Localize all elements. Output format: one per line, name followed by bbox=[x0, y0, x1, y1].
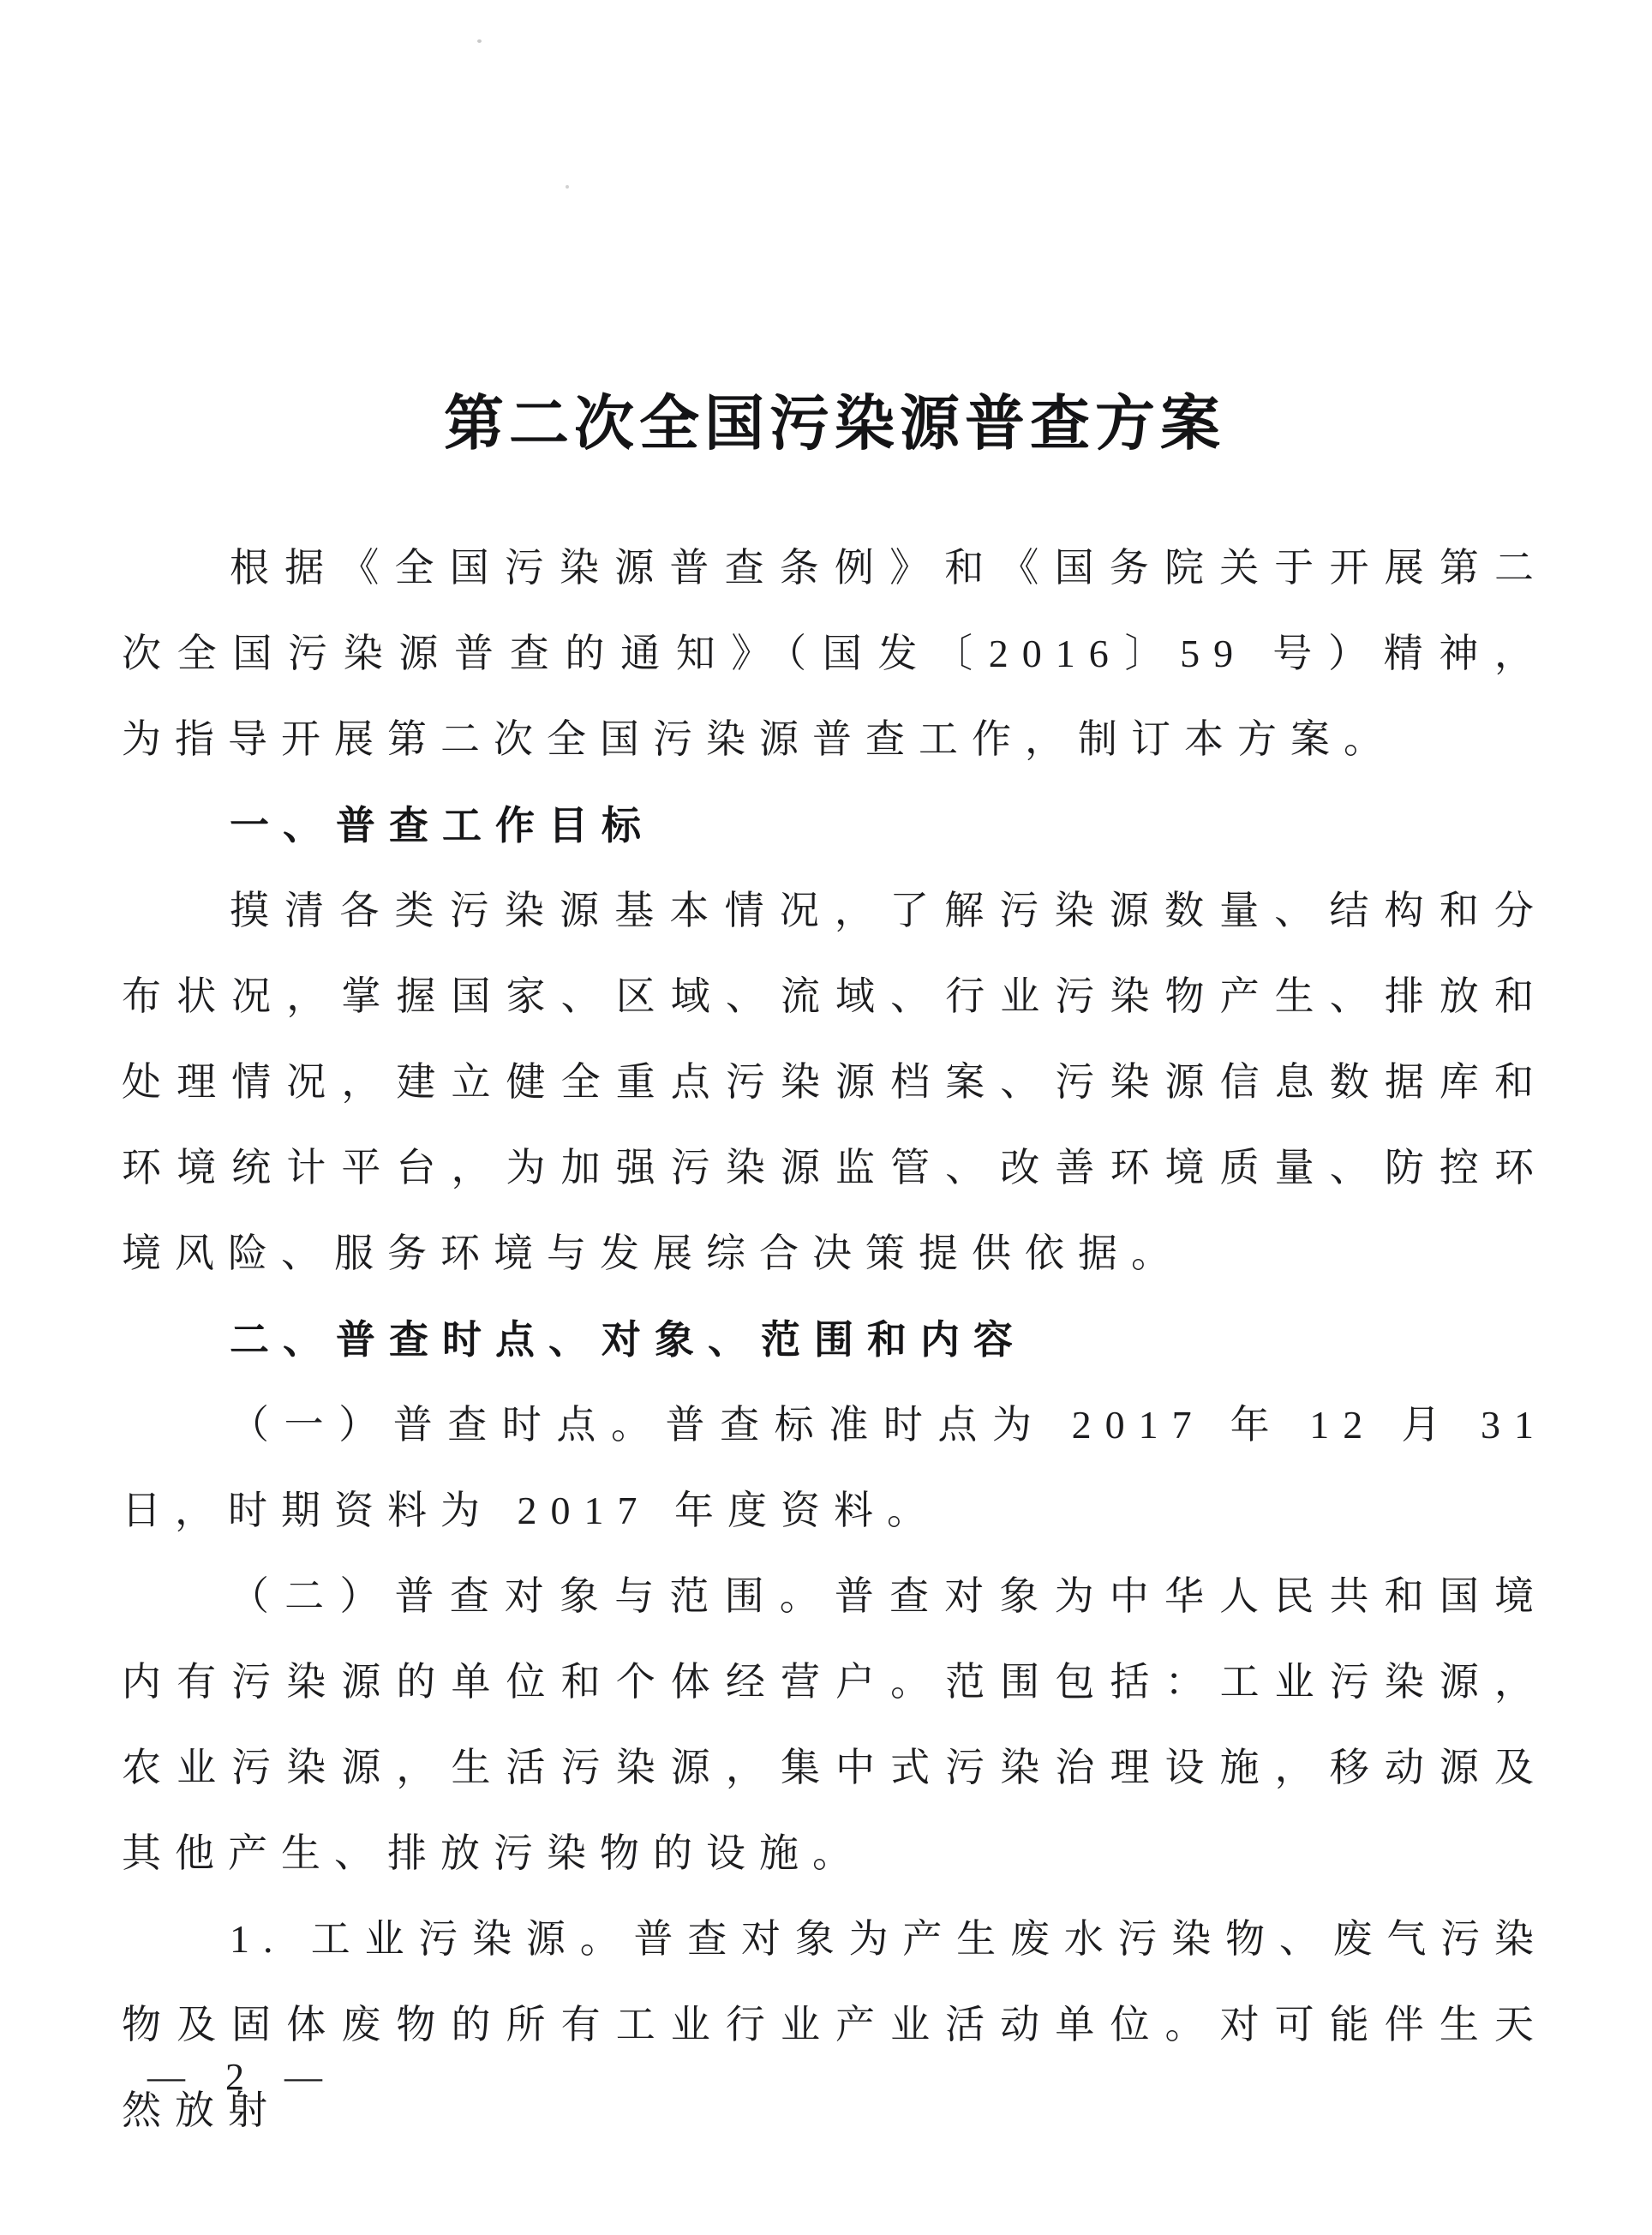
scan-speck bbox=[566, 185, 569, 189]
paragraph-census-timepoint: （一）普查时点。普查标准时点为 2017 年 12 月 31 日，时期资料为 2017 年度资料。 bbox=[122, 1403, 1547, 1532]
page-number: — 2 — bbox=[147, 2056, 338, 2098]
paragraph-census-objects-scope: （二）普查对象与范围。普查对象为中华人民共和国境内有污染源的单位和个体经营户。范围包括：工业污染源，农业污染源，生活污染源，集中式污染治理设施，移动源及其他产生、排放污染物的设施。 bbox=[122, 1574, 1547, 1875]
document-title: 第二次全国污染源普查方案 bbox=[444, 390, 1225, 457]
paragraph-goals: 摸清各类污染源基本情况，了解污染源数量、结构和分布状况，掌握国家、区域、流域、行业污染物产生、排放和处理情况，建立健全重点污染源档案、污染源信息数据库和环境统计平台，为加强污染源监管、改善环境质量、防控环境风险、服务环境与发展综合决策提供依据。 bbox=[122, 889, 1547, 1275]
paragraph-industrial-sources: 1. 工业污染源。普查对象为产生废水污染物、废气污染物及固体废物的所有工业行业产业活动单位。对可能伴生天然放射 bbox=[122, 1917, 1547, 2132]
heading-section-1-goals: 一、普查工作目标 bbox=[230, 803, 655, 848]
heading-section-2-scope: 二、普查时点、对象、范围和内容 bbox=[230, 1317, 1027, 1362]
scan-speck bbox=[477, 39, 482, 43]
paragraph-basis: 根据《全国污染源普查条例》和《国务院关于开展第二次全国污染源普查的通知》（国发〔2016〕59 号）精神，为指导开展第二次全国污染源普查工作，制订本方案。 bbox=[122, 546, 1547, 761]
document-content bbox=[122, 375, 1547, 2154]
